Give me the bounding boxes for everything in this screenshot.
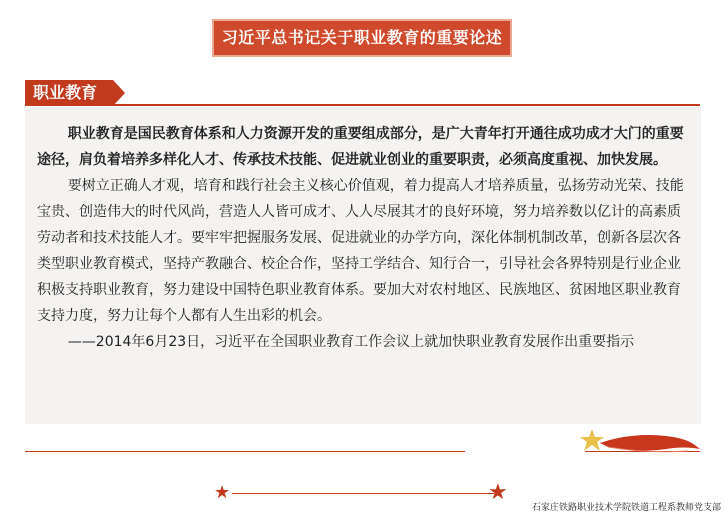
footer-line: [232, 493, 494, 494]
paragraph-main: 职业教育是国民教育体系和人力资源开发的重要组成部分，是广大青年打开通往成功成才大门的重要途径，肩负着培养多样化人才、传承技术技能、促进就业创业的重要职责，必须高度重视、加快发展。: [37, 126, 684, 168]
flag-ribbon-icon: [578, 425, 703, 460]
quote-panel: [25, 107, 701, 424]
section-label: 职业教育: [25, 80, 113, 106]
footer-credit: 石家庄铁路职业技术学院铁道工程系教师党支部: [531, 502, 721, 512]
paragraph-source: ——2014年6月23日，习近平在全国职业教育工作会议上就加快职业教育发展作出重要指示: [67, 334, 635, 350]
section-divider: [113, 104, 700, 106]
page-title: 习近平总书记关于职业教育的重要论述: [212, 19, 512, 57]
bottom-divider: [25, 451, 465, 452]
section-header: [25, 80, 700, 106]
star-icon: ★: [488, 480, 508, 505]
paragraph-body: 要树立正确人才观，培育和践行社会主义核心价值观，着力提高人才培养质量，弘扬劳动光荣、技能宝贵、创造伟大的时代风尚，营造人人皆可成才、人人尽展其才的良好环境，努力培养数以亿计的高素质劳动者和技术技能人才。要牢牢把握服务发展、促进就业的办学方向，深化体制机制改革，创新各层次各类型职业教育模式，坚持产教融合、校企合作，坚持工学结合、知行合一，引导社会各界特别是行业企业积极支持职业教育，努力建设中国特色职业教育体系。要加大对农村地区、民族地区、贫困地区职业教育支持力度，努力让每个人都有人生出彩的机会。: [37, 178, 684, 324]
star-icon: ★: [214, 482, 231, 503]
